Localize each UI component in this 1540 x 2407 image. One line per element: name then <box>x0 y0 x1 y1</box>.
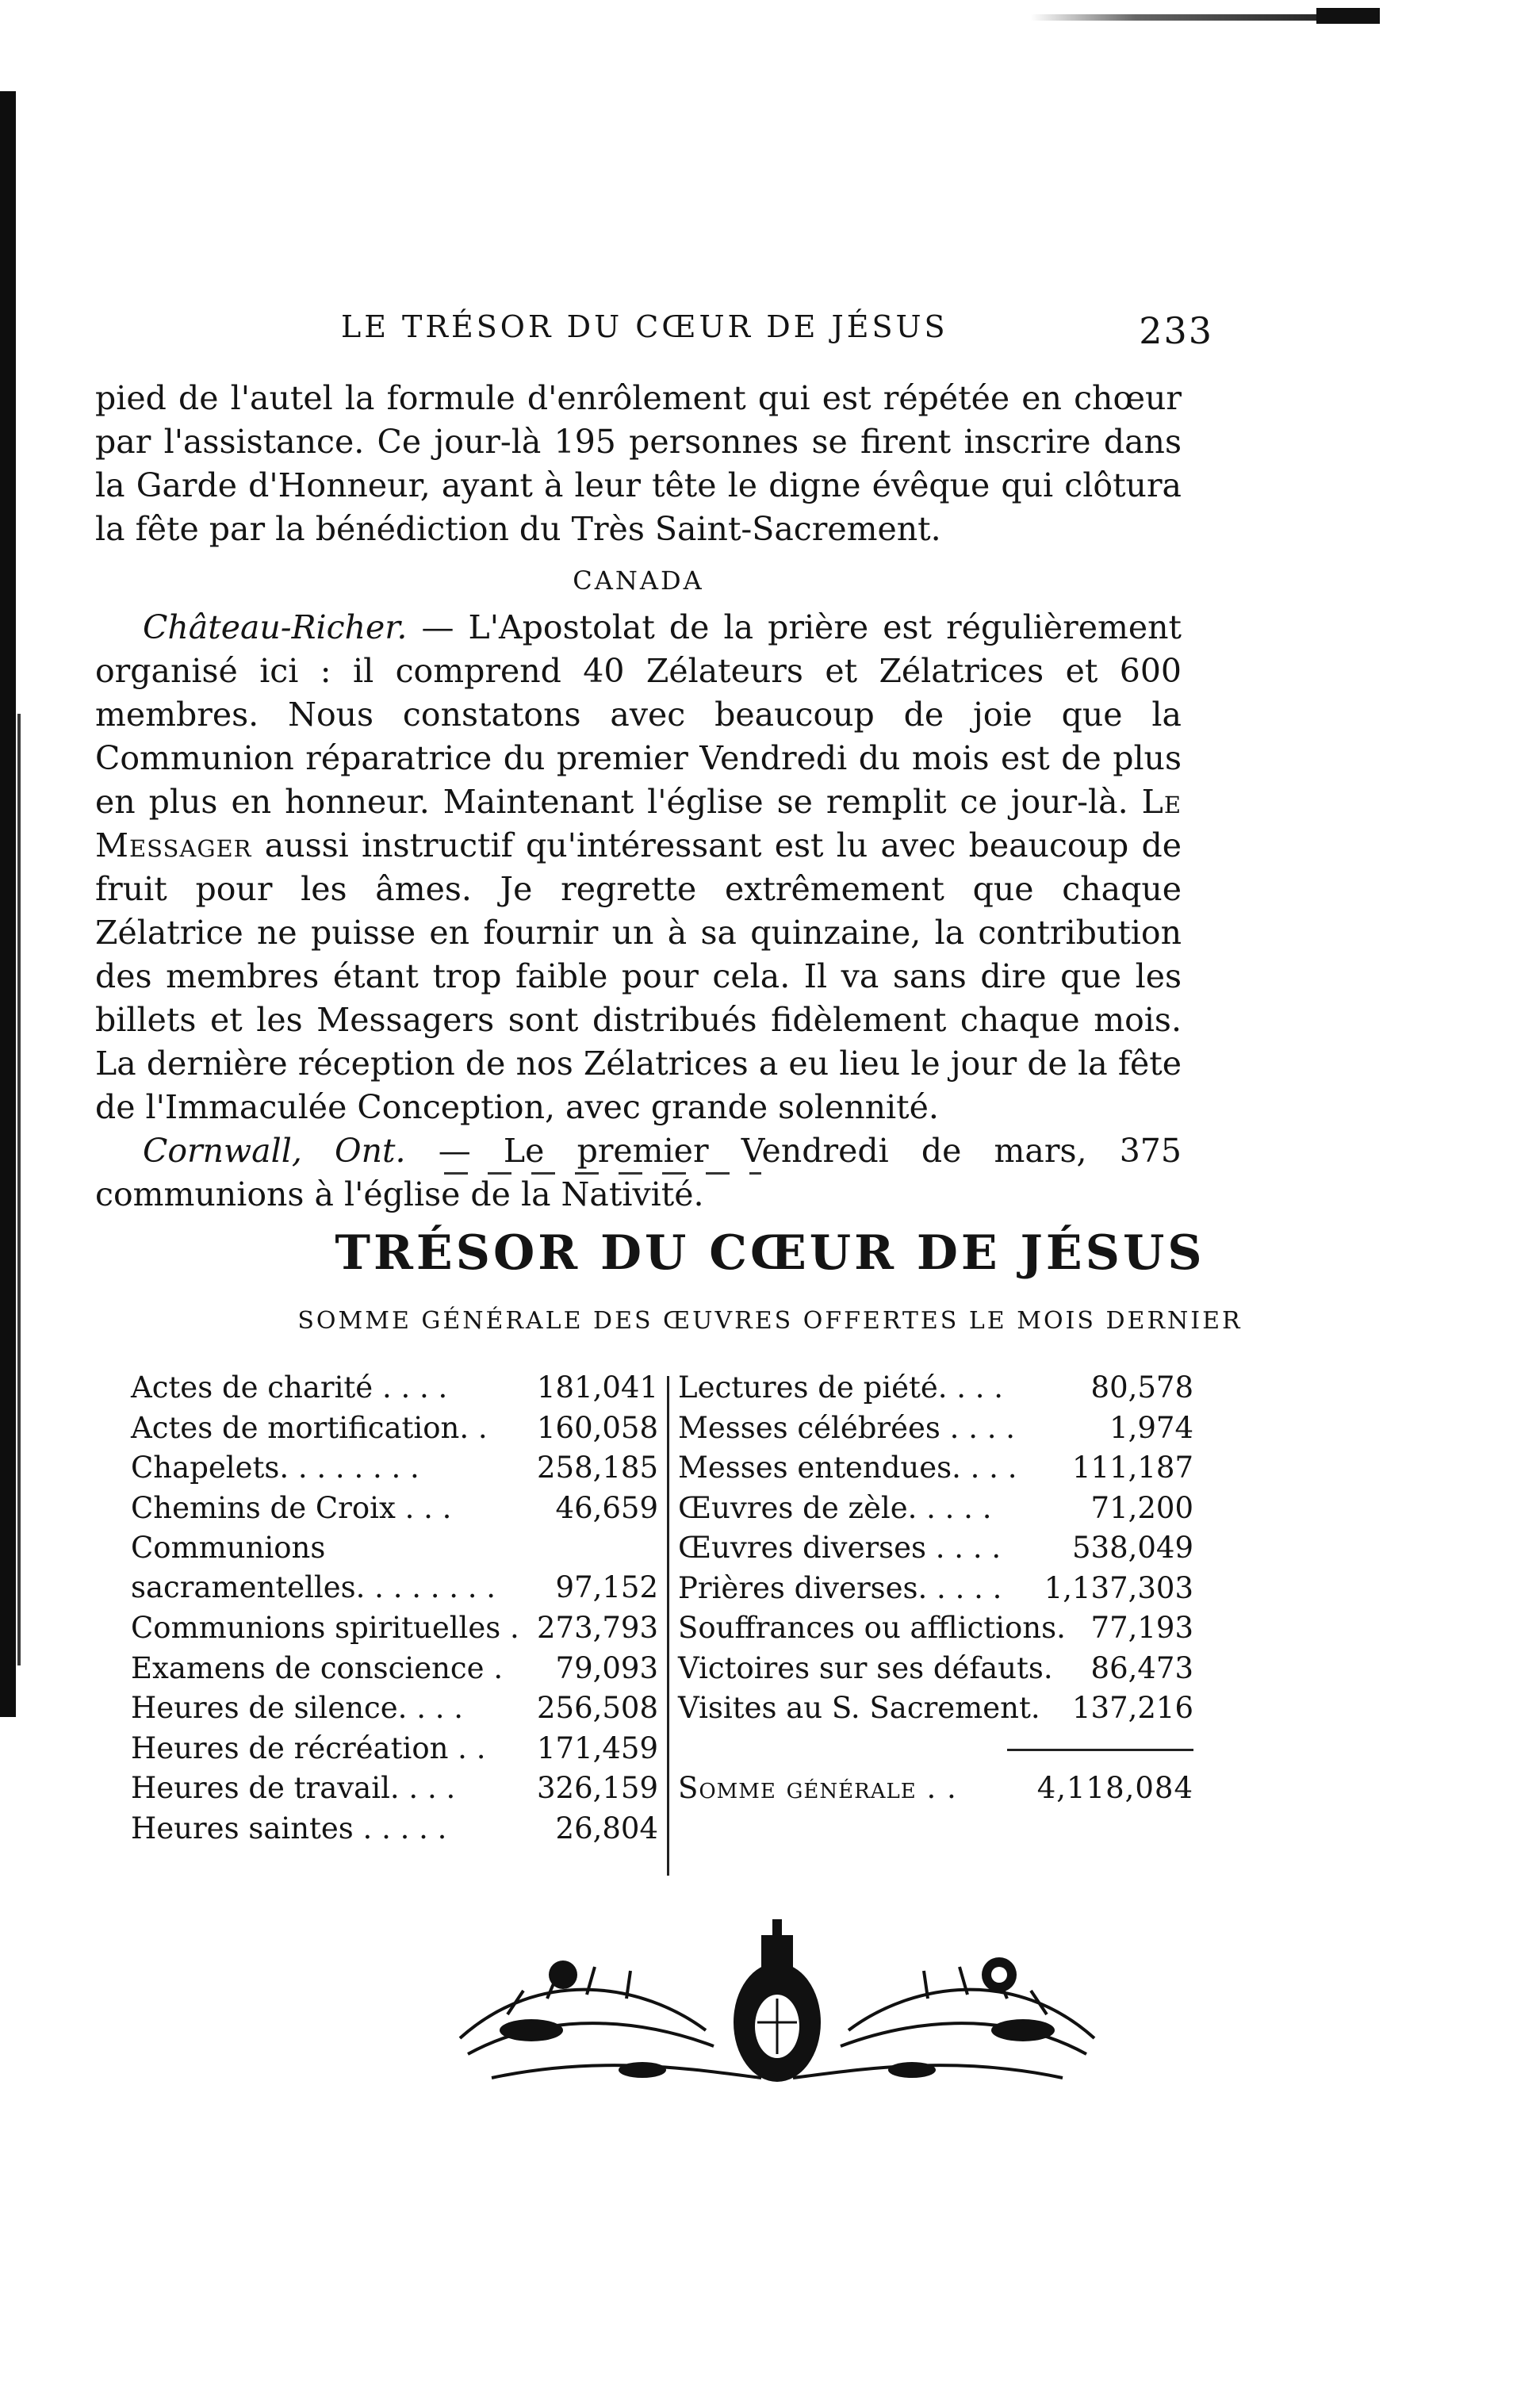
row-value: 111,187 <box>1071 1451 1193 1485</box>
row-label: Lectures de piété. . . . <box>678 1370 1004 1405</box>
table-row <box>131 1688 658 1729</box>
chateau-richer-text-b: aussi instructif qu'intéressant est lu avec beaucoup de fruit pour les âmes. Je regrette extrêmement que chaque Zélatrice ne puisse en fournir un à sa quinzaine, la contribution des membres étant trop faible pour cela. Il va sans dire que les billets et les Messagers sont distribués fidèlement chaque mois. La dernière réception de nos Zélatrices a eu lieu le jour de la fête de l'Immaculée Conception, avec grande solennité. <box>95 826 1182 1126</box>
body-text <box>95 377 1182 1217</box>
section-title: TRÉSOR DU CŒUR DE JÉSUS <box>335 1225 1205 1281</box>
row-label: Œuvres diverses . . . . <box>678 1531 1002 1565</box>
row-value: 273,793 <box>536 1611 658 1645</box>
top-scan-mark <box>1316 8 1380 24</box>
works-table-left-column <box>131 1368 658 1849</box>
running-head-title: LE TRÉSOR DU CŒUR DE JÉSUS <box>341 309 948 344</box>
total-row <box>678 1769 1193 1809</box>
works-table-right-column <box>678 1368 1193 1808</box>
row-value: 71,200 <box>1090 1490 1193 1525</box>
table-row <box>678 1409 1193 1449</box>
decorative-ornament <box>444 1919 1110 2110</box>
table-row <box>678 1649 1193 1689</box>
table-row <box>678 1608 1193 1649</box>
paragraph-chateau-richer <box>95 606 1182 1129</box>
page-number: 233 <box>1139 309 1213 352</box>
row-value: 171,459 <box>536 1731 658 1765</box>
total-value: 4,118,084 <box>1036 1770 1193 1805</box>
row-label: Heures saintes . . . . . <box>131 1811 447 1845</box>
table-row <box>678 1489 1193 1529</box>
table-row <box>131 1448 658 1489</box>
total-rule <box>1007 1749 1193 1751</box>
row-value: 160,058 <box>536 1410 658 1445</box>
row-value: 538,049 <box>1071 1531 1193 1565</box>
row-label: Heures de silence. . . . <box>131 1691 463 1725</box>
binding-edge-line <box>17 714 21 1665</box>
row-label: Actes de mortification. . <box>131 1410 488 1445</box>
binding-edge-shadow <box>0 91 16 1717</box>
row-value: 46,659 <box>555 1490 658 1525</box>
row-value: 77,193 <box>1090 1611 1193 1645</box>
column-divider <box>667 1376 669 1876</box>
row-value: 86,473 <box>1090 1650 1193 1685</box>
total-label: Somme générale . . <box>678 1770 957 1805</box>
row-value: 1,974 <box>1109 1410 1193 1445</box>
row-value: 326,159 <box>536 1771 658 1805</box>
canada-heading: CANADA <box>573 565 704 596</box>
row-label: Prières diverses. . . . . <box>678 1570 1002 1605</box>
row-value: 258,185 <box>536 1451 658 1485</box>
row-label: Messes entendues. . . . <box>678 1451 1017 1485</box>
row-label: Visites au S. Sacrement. <box>678 1691 1040 1725</box>
table-row <box>678 1448 1193 1489</box>
row-label: Victoires sur ses défauts. <box>678 1650 1053 1685</box>
table-row <box>678 1528 1193 1569</box>
table-row <box>131 1649 658 1689</box>
row-label: Communions sacramentelles. . . . . . . . <box>131 1531 496 1604</box>
row-label: Chemins de Croix . . . <box>131 1490 452 1525</box>
table-row <box>131 1528 658 1608</box>
paragraph-enrolment: pied de l'autel la formule d'enrôlement qui est répétée en chœur par l'assistance. Ce jour-là 195 personnes se firent inscrire dans la Garde d'Honneur, ayant à leur tête le digne évêque qui clôtura la fête par la bénédiction du Très Saint-Sacrement. <box>95 379 1182 548</box>
row-label: Communions spirituelles . <box>131 1611 519 1645</box>
works-table <box>131 1368 1193 1876</box>
row-value: 79,093 <box>555 1650 658 1685</box>
table-row <box>678 1569 1193 1609</box>
section-subtitle: SOMME GÉNÉRALE DES ŒUVRES OFFERTES LE MOIS DERNIER <box>297 1307 1243 1335</box>
table-row <box>131 1729 658 1769</box>
table-row <box>131 1809 658 1849</box>
total-spacer <box>678 1729 1193 1749</box>
table-row <box>131 1608 658 1649</box>
row-label: Messes célébrées . . . . <box>678 1410 1015 1445</box>
table-row <box>678 1688 1193 1729</box>
row-label: Chapelets. . . . . . . . <box>131 1451 419 1485</box>
table-row <box>131 1769 658 1809</box>
row-value: 97,152 <box>555 1570 658 1604</box>
row-value: 80,578 <box>1090 1370 1193 1405</box>
row-label: Œuvres de zèle. . . . . <box>678 1490 992 1525</box>
row-value: 1,137,303 <box>1044 1570 1193 1605</box>
messager-title: Le Messager <box>95 783 1182 864</box>
place-chateau-richer: Château-Richer. <box>143 608 408 646</box>
table-row <box>131 1489 658 1529</box>
row-value: 26,804 <box>555 1811 658 1845</box>
running-head <box>341 309 1213 357</box>
row-label: Heures de travail. . . . <box>131 1771 456 1805</box>
row-label: Examens de conscience . <box>131 1650 504 1685</box>
cornwall-text: — Le premier Vendredi de mars, 375 communions à l'église de la Nativité. <box>95 1132 1182 1213</box>
row-value: 256,508 <box>536 1691 658 1725</box>
table-row <box>131 1409 658 1449</box>
row-label: Actes de charité . . . . <box>131 1370 448 1405</box>
section-separator <box>444 1172 761 1175</box>
place-cornwall: Cornwall, Ont. <box>143 1132 406 1170</box>
table-row <box>678 1368 1193 1409</box>
row-value: 181,041 <box>536 1370 658 1405</box>
chateau-richer-text-a: — L'Apostolat de la prière est régulièrement organisé ici : il comprend 40 Zélateurs et Zélatrices et 600 membres. Nous constatons avec beaucoup de joie que la Communion réparatrice du premier Vendredi du mois est de plus en plus en honneur. Maintenant l'église se remplit ce jour-là. <box>95 608 1182 821</box>
row-label: Souffrances ou afflictions. <box>678 1611 1066 1645</box>
row-label: Heures de récréation . . <box>131 1731 486 1765</box>
row-value: 137,216 <box>1071 1691 1193 1725</box>
table-row <box>131 1368 658 1409</box>
